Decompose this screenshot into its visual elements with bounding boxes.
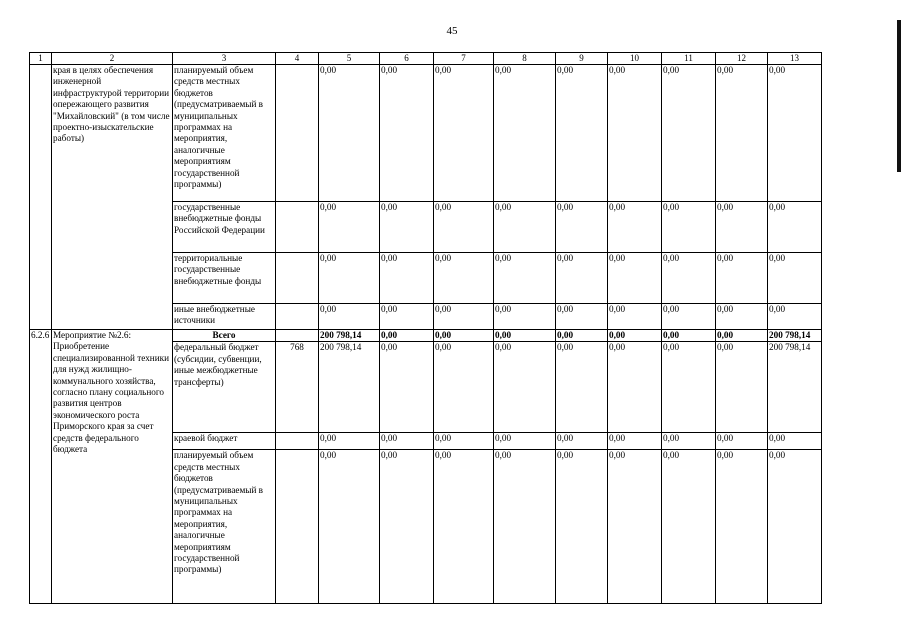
code-cell bbox=[276, 65, 319, 202]
funding-source: территориальные государственные внебюджетные фонды bbox=[173, 253, 276, 304]
column-header: 9 bbox=[556, 53, 608, 65]
block2-description: Приобретение специализированной техники для нужд жилищно-коммунального хозяйства, согласно плану социального развития центров экономического роста Приморского края за счет средств федерального бюджета bbox=[53, 341, 170, 455]
value-cell: 0,00 bbox=[380, 330, 434, 342]
value-cell: 0,00 bbox=[608, 253, 662, 304]
block2-title: Мероприятие №2.6: bbox=[53, 330, 132, 340]
block1-description: края в целях обеспечения инженерной инфраструктурой территории опережающего развития "Михайловский" (в том числе проектно-изыскательские работы) bbox=[52, 65, 173, 330]
column-header: 13 bbox=[768, 53, 822, 65]
value-cell: 200 798,14 bbox=[319, 330, 380, 342]
value-cell: 0,00 bbox=[434, 450, 494, 604]
value-cell: 0,00 bbox=[319, 202, 380, 253]
funding-source: планируемый объем средств местных бюджетов (предусматриваемый в муниципальных программах на мероприятия, аналогичные мероприятиям государственной программы) bbox=[173, 65, 276, 202]
value-cell: 0,00 bbox=[716, 65, 768, 202]
funding-source: федеральный бюджет (субсидии, субвенции, иные межбюджетные трансферты) bbox=[173, 342, 276, 433]
value-cell: 0,00 bbox=[494, 304, 556, 330]
value-cell: 0,00 bbox=[768, 253, 822, 304]
column-header: 4 bbox=[276, 53, 319, 65]
value-cell: 0,00 bbox=[608, 342, 662, 433]
value-cell: 0,00 bbox=[380, 65, 434, 202]
value-cell: 0,00 bbox=[556, 202, 608, 253]
value-cell: 0,00 bbox=[662, 304, 716, 330]
value-cell: 0,00 bbox=[494, 202, 556, 253]
value-cell: 0,00 bbox=[319, 433, 380, 450]
value-cell: 0,00 bbox=[608, 304, 662, 330]
value-cell: 0,00 bbox=[556, 330, 608, 342]
value-cell: 0,00 bbox=[434, 330, 494, 342]
value-cell: 0,00 bbox=[494, 433, 556, 450]
code-cell bbox=[276, 330, 319, 342]
table-row bbox=[30, 65, 822, 202]
value-cell: 0,00 bbox=[494, 342, 556, 433]
value-cell: 0,00 bbox=[662, 202, 716, 253]
value-cell: 0,00 bbox=[608, 202, 662, 253]
value-cell: 0,00 bbox=[380, 450, 434, 604]
value-cell: 0,00 bbox=[608, 65, 662, 202]
page-number: 45 bbox=[446, 25, 458, 37]
value-cell: 0,00 bbox=[716, 202, 768, 253]
value-cell: 0,00 bbox=[768, 202, 822, 253]
value-cell: 0,00 bbox=[716, 342, 768, 433]
funding-source-total: Всего bbox=[173, 330, 276, 342]
header-row bbox=[30, 53, 822, 65]
value-cell: 200 798,14 bbox=[319, 342, 380, 433]
column-header: 12 bbox=[716, 53, 768, 65]
code-cell bbox=[276, 304, 319, 330]
value-cell: 0,00 bbox=[768, 304, 822, 330]
value-cell: 200 798,14 bbox=[768, 330, 822, 342]
value-cell: 0,00 bbox=[662, 342, 716, 433]
column-header: 10 bbox=[608, 53, 662, 65]
value-cell: 0,00 bbox=[380, 304, 434, 330]
block2-code-cell: 6.2.6 bbox=[30, 330, 52, 604]
value-cell: 0,00 bbox=[494, 450, 556, 604]
funding-source: иные внебюджетные источники bbox=[173, 304, 276, 330]
code-cell: 768 bbox=[276, 342, 319, 433]
value-cell: 0,00 bbox=[380, 253, 434, 304]
value-cell: 0,00 bbox=[768, 433, 822, 450]
value-cell: 0,00 bbox=[556, 433, 608, 450]
value-cell: 0,00 bbox=[434, 202, 494, 253]
value-cell: 0,00 bbox=[380, 433, 434, 450]
value-cell: 0,00 bbox=[494, 65, 556, 202]
value-cell: 0,00 bbox=[319, 304, 380, 330]
value-cell: 0,00 bbox=[380, 202, 434, 253]
value-cell: 0,00 bbox=[434, 65, 494, 202]
value-cell: 0,00 bbox=[608, 330, 662, 342]
column-header: 6 bbox=[380, 53, 434, 65]
column-header: 7 bbox=[434, 53, 494, 65]
value-cell: 0,00 bbox=[716, 304, 768, 330]
budget-table bbox=[29, 52, 822, 604]
value-cell: 0,00 bbox=[434, 253, 494, 304]
funding-source: краевой бюджет bbox=[173, 433, 276, 450]
code-cell bbox=[276, 253, 319, 304]
value-cell: 0,00 bbox=[716, 450, 768, 604]
value-cell: 0,00 bbox=[319, 450, 380, 604]
value-cell: 0,00 bbox=[556, 304, 608, 330]
value-cell: 0,00 bbox=[556, 253, 608, 304]
value-cell: 0,00 bbox=[768, 65, 822, 202]
value-cell: 0,00 bbox=[494, 330, 556, 342]
value-cell: 0,00 bbox=[662, 253, 716, 304]
value-cell: 0,00 bbox=[380, 342, 434, 433]
value-cell: 0,00 bbox=[556, 342, 608, 433]
edge-mark bbox=[897, 20, 901, 172]
value-cell: 0,00 bbox=[434, 342, 494, 433]
value-cell: 0,00 bbox=[662, 450, 716, 604]
code-cell bbox=[276, 450, 319, 604]
column-header: 11 bbox=[662, 53, 716, 65]
block2-description-cell bbox=[52, 330, 173, 604]
value-cell: 0,00 bbox=[662, 330, 716, 342]
value-cell: 0,00 bbox=[768, 450, 822, 604]
value-cell: 200 798,14 bbox=[768, 342, 822, 433]
value-cell: 0,00 bbox=[434, 433, 494, 450]
column-header: 8 bbox=[494, 53, 556, 65]
column-header: 3 bbox=[173, 53, 276, 65]
value-cell: 0,00 bbox=[716, 253, 768, 304]
value-cell: 0,00 bbox=[319, 253, 380, 304]
value-cell: 0,00 bbox=[556, 65, 608, 202]
table-row-total bbox=[30, 330, 822, 342]
block1-code-cell bbox=[30, 65, 52, 330]
value-cell: 0,00 bbox=[608, 433, 662, 450]
value-cell: 0,00 bbox=[716, 433, 768, 450]
code-cell bbox=[276, 433, 319, 450]
value-cell: 0,00 bbox=[662, 65, 716, 202]
value-cell: 0,00 bbox=[434, 304, 494, 330]
code-cell bbox=[276, 202, 319, 253]
value-cell: 0,00 bbox=[662, 433, 716, 450]
funding-source: планируемый объем средств местных бюджетов (предусматриваемый в муниципальных программах на мероприятия, аналогичные мероприятиям государственной программы) bbox=[173, 450, 276, 604]
column-header: 1 bbox=[30, 53, 52, 65]
value-cell: 0,00 bbox=[494, 253, 556, 304]
column-header: 5 bbox=[319, 53, 380, 65]
value-cell: 0,00 bbox=[556, 450, 608, 604]
column-header: 2 bbox=[52, 53, 173, 65]
value-cell: 0,00 bbox=[716, 330, 768, 342]
value-cell: 0,00 bbox=[608, 450, 662, 604]
funding-source: государственные внебюджетные фонды Российской Федерации bbox=[173, 202, 276, 253]
value-cell: 0,00 bbox=[319, 65, 380, 202]
